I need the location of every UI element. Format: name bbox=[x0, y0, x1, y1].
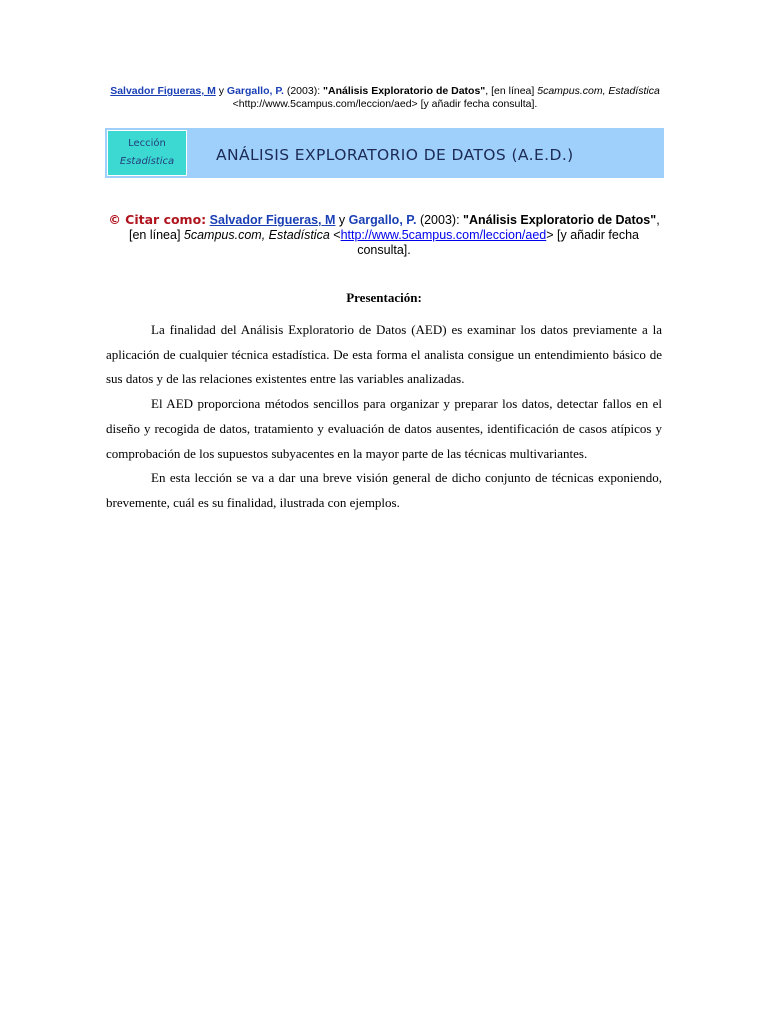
work-title: "Análisis Exploratorio de Datos" bbox=[323, 85, 486, 97]
cite-author1-link[interactable]: Salvador Figueras, M bbox=[209, 213, 336, 227]
subject-label: Estadística bbox=[119, 156, 175, 167]
paragraph: El AED proporciona métodos sencillos para organizar y preparar los datos, detectar fallos en el diseño y recogida de datos, tratamiento y evaluación de datos ausentes, identificación de casos atípicos y comprobación de los supuestos subyacentes en la mayor parte de las técnicas multivariantes. bbox=[106, 396, 662, 461]
lesson-title: ANÁLISIS EXPLORATORIO DE DATOS (A.E.D.) bbox=[216, 146, 574, 164]
cite-online: , [en línea] bbox=[128, 213, 660, 242]
cite-as-block bbox=[106, 212, 662, 258]
online-text: , [en línea] bbox=[485, 85, 538, 97]
cite-conjunction: y bbox=[335, 213, 349, 227]
cite-work-title: "Análisis Exploratorio de Datos" bbox=[463, 213, 657, 227]
paragraph: La finalidad del Análisis Exploratorio de Datos (AED) es examinar los datos previamente a la aplicación de cualquier técnica estadística. De esta forma el analista consigue un entendimiento básico de sus datos y de las relaciones existentes entre las variables analizadas. bbox=[106, 322, 662, 387]
lesson-banner bbox=[105, 128, 664, 178]
author1-link[interactable]: Salvador Figueras, M bbox=[110, 85, 216, 97]
year-text: (2003): bbox=[283, 85, 324, 97]
source-text: 5campus.com, Estadística bbox=[537, 85, 660, 97]
author2-text: Gargallo, P. bbox=[226, 85, 284, 97]
url-text: <http://www.5campus.com/leccion/aed> [y añadir fecha consulta]. bbox=[232, 98, 538, 110]
cite-year: (2003): bbox=[416, 213, 464, 227]
cite-author2: Gargallo, P. bbox=[348, 213, 417, 227]
cite-url-link[interactable]: http://www.5campus.com/leccion/aed bbox=[340, 228, 547, 242]
cite-date-note: > [y añadir fecha consulta]. bbox=[357, 228, 640, 257]
cite-source: 5campus.com, Estadística bbox=[183, 228, 330, 242]
cite-as-label: © Citar como: bbox=[108, 212, 207, 227]
header-citation bbox=[106, 85, 664, 111]
conjunction-text: y bbox=[215, 85, 227, 97]
lesson-label: Lección bbox=[128, 138, 166, 149]
lesson-badge bbox=[107, 130, 187, 176]
section-heading: Presentación: bbox=[346, 290, 422, 305]
cite-lt: < bbox=[329, 228, 341, 242]
body-text bbox=[106, 318, 662, 516]
paragraph: En esta lección se va a dar una breve visión general de dicho conjunto de técnicas exponiendo, brevemente, cuál es su finalidad, ilustrada con ejemplos. bbox=[106, 470, 662, 510]
